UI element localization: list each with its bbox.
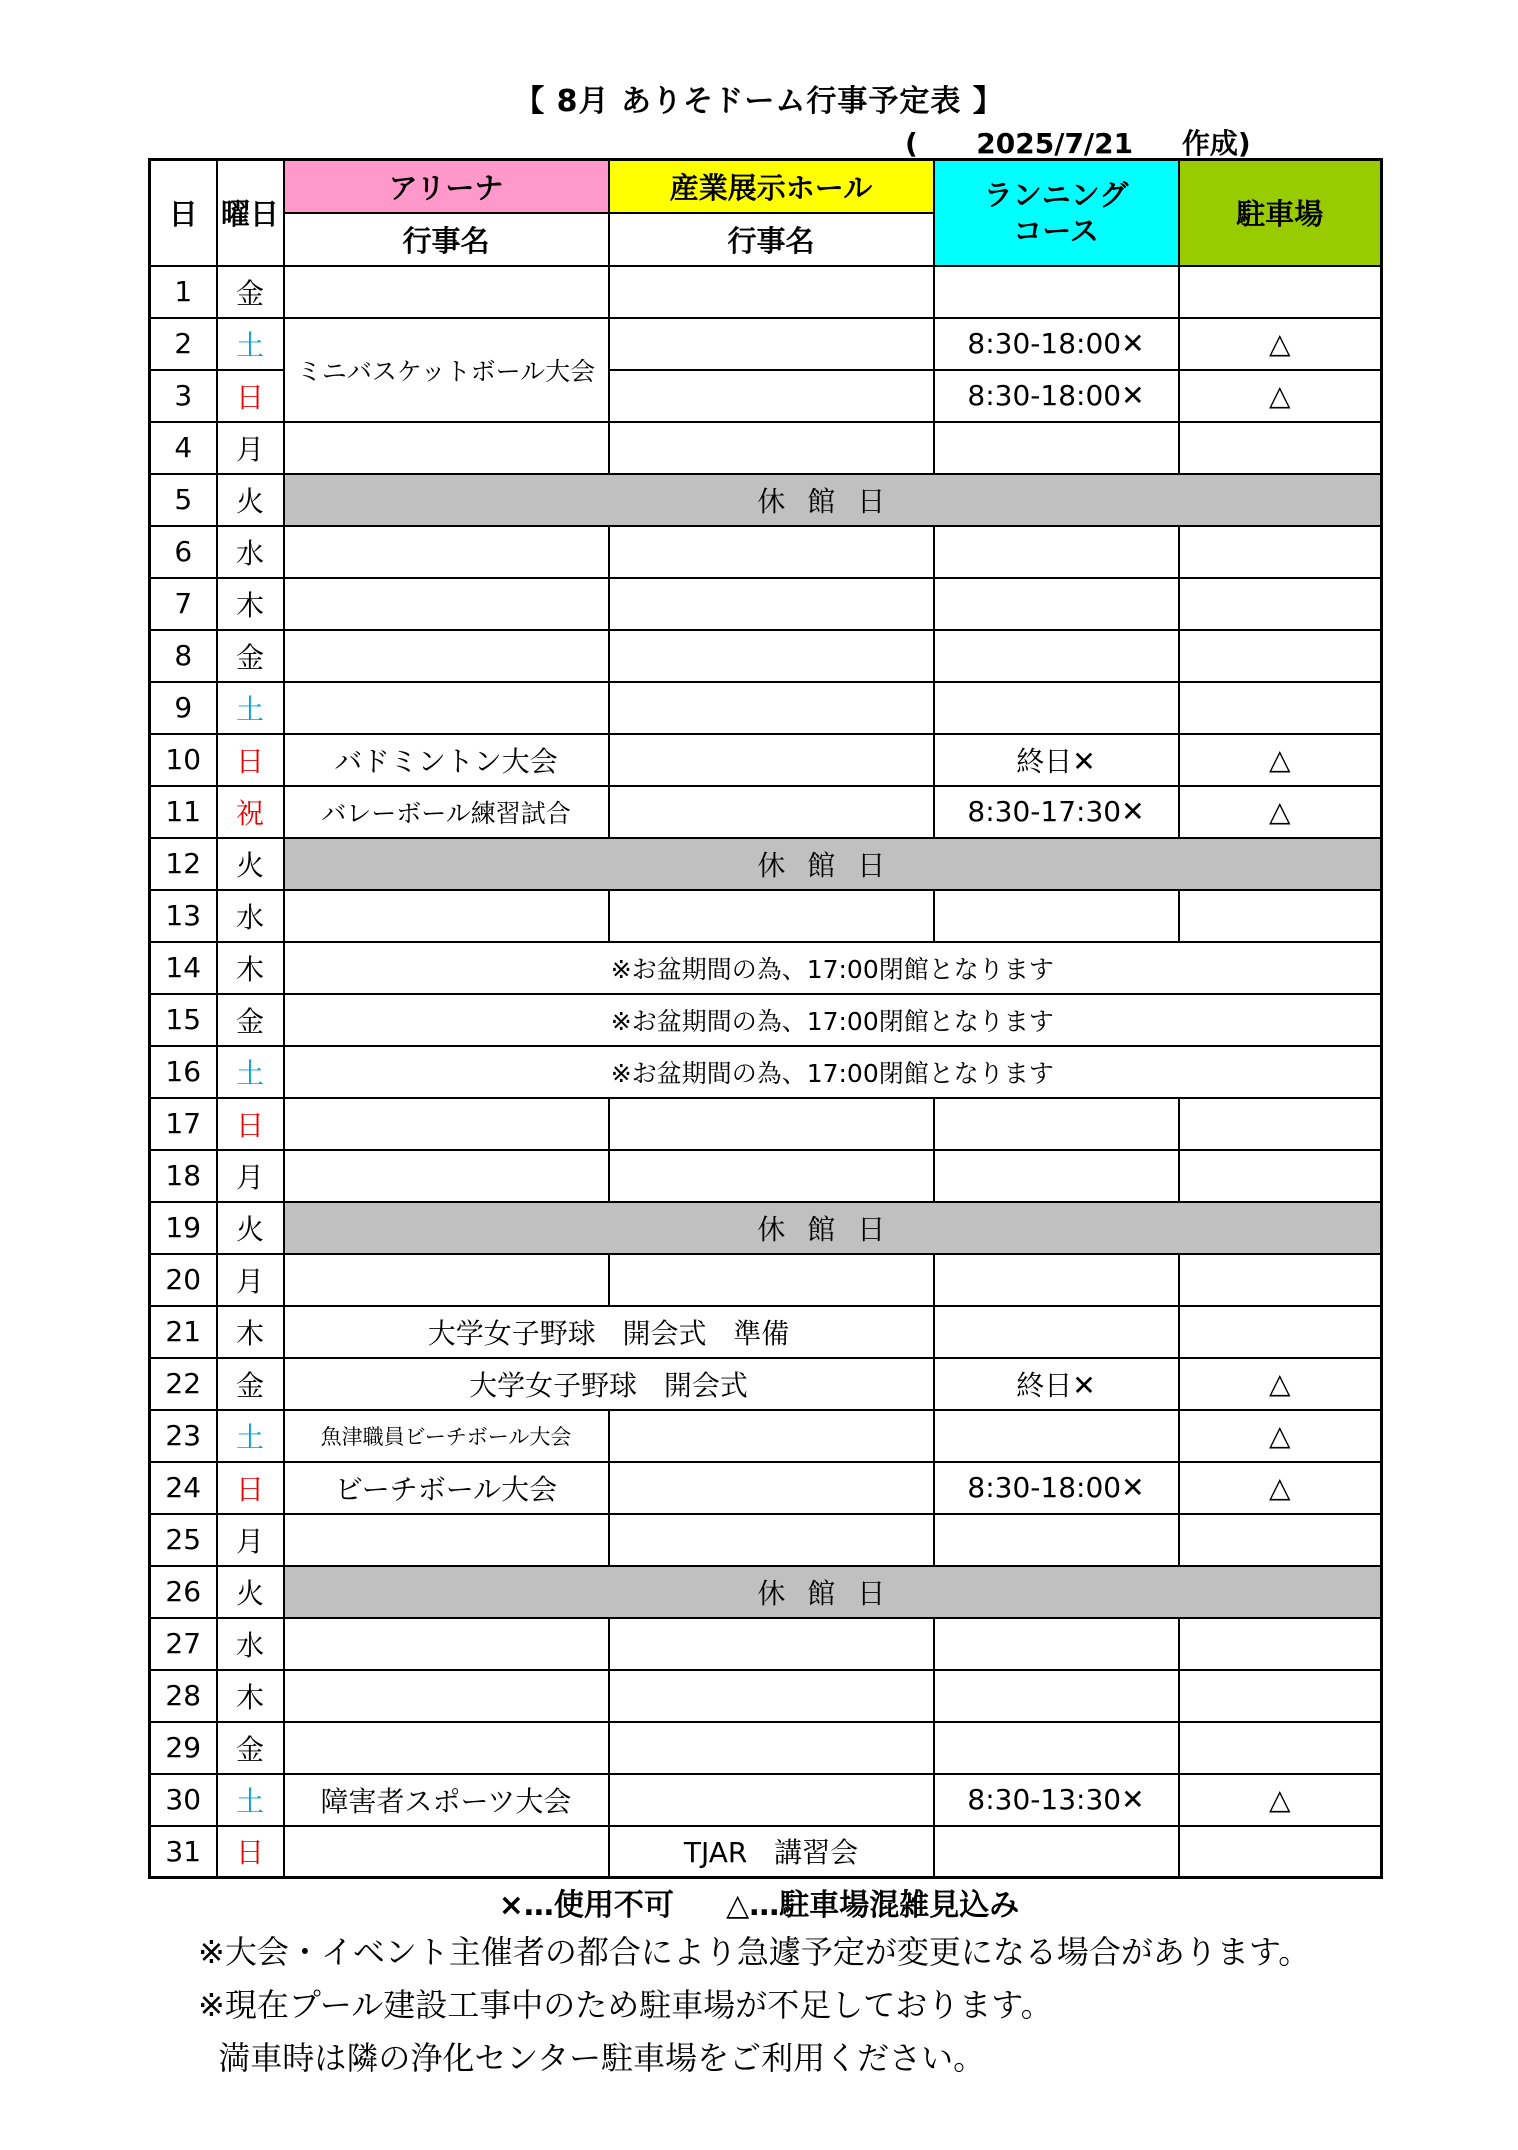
- running-cell: [934, 266, 1179, 318]
- running-cell: [934, 1254, 1179, 1306]
- parking-status: △: [1179, 786, 1382, 838]
- weekday: 木: [217, 942, 284, 994]
- day-number: 1: [150, 266, 217, 318]
- parking-cell: [1179, 1722, 1382, 1774]
- arena-cell: [284, 630, 609, 682]
- day-number: 13: [150, 890, 217, 942]
- hall-cell: [609, 1618, 934, 1670]
- weekday: 祝: [217, 786, 284, 838]
- running-cell: [934, 1306, 1179, 1358]
- day-number: 3: [150, 370, 217, 422]
- hall-cell: [609, 734, 934, 786]
- day-number: 28: [150, 1670, 217, 1722]
- header-weekday: 曜日: [217, 160, 284, 266]
- parking-cell: [1179, 682, 1382, 734]
- closed-day: 休館日: [284, 838, 1382, 890]
- hall-cell: [609, 1722, 934, 1774]
- day-row-27: [150, 1618, 1382, 1670]
- weekday: 水: [217, 1618, 284, 1670]
- arena-cell: [284, 526, 609, 578]
- schedule-table: [148, 158, 1383, 1879]
- running-status: 8:30-18:00✕: [934, 370, 1179, 422]
- parking-cell: [1179, 1306, 1382, 1358]
- hall-cell: [609, 370, 934, 422]
- parking-status: △: [1179, 1774, 1382, 1826]
- day-row-4: [150, 422, 1382, 474]
- day-number: 14: [150, 942, 217, 994]
- weekday: 土: [217, 682, 284, 734]
- parking-status: △: [1179, 1358, 1382, 1410]
- day-number: 6: [150, 526, 217, 578]
- day-row-9: [150, 682, 1382, 734]
- weekday: 火: [217, 1566, 284, 1618]
- weekday: 木: [217, 578, 284, 630]
- parking-cell: [1179, 1150, 1382, 1202]
- day-number: 20: [150, 1254, 217, 1306]
- hall-cell: [609, 1098, 934, 1150]
- day-number: 8: [150, 630, 217, 682]
- header-running: [934, 160, 1179, 266]
- day-number: 27: [150, 1618, 217, 1670]
- day-row-10: [150, 734, 1382, 786]
- hall-cell: [609, 1150, 934, 1202]
- legend: ×…使用不可 △…駐車場混雑見込み: [498, 1888, 1020, 1923]
- day-row-31: [150, 1826, 1382, 1878]
- day-row-19: [150, 1202, 1382, 1254]
- hall-event: TJAR 講習会: [609, 1826, 934, 1878]
- running-cell: [934, 422, 1179, 474]
- header-parking: 駐車場: [1179, 160, 1382, 266]
- running-cell: [934, 682, 1179, 734]
- day-number: 7: [150, 578, 217, 630]
- parking-status: △: [1179, 318, 1382, 370]
- day-number: 4: [150, 422, 217, 474]
- arena-event: バレーボール練習試合: [284, 786, 609, 838]
- arena-event: ミニバスケットボール大会: [284, 318, 609, 422]
- hall-cell: [609, 1774, 934, 1826]
- weekday: 日: [217, 370, 284, 422]
- weekday: 金: [217, 630, 284, 682]
- day-number: 16: [150, 1046, 217, 1098]
- weekday: 金: [217, 994, 284, 1046]
- day-number: 15: [150, 994, 217, 1046]
- note-1: ※大会・イベント主催者の都合により急遽予定が変更になる場合があります。: [198, 1933, 1311, 1971]
- arena-hall-event: 大学女子野球 開会式 準備: [284, 1306, 934, 1358]
- arena-event: 障害者スポーツ大会: [284, 1774, 609, 1826]
- page-title: 【 8月 ありそドーム行事予定表 】: [514, 84, 1004, 119]
- weekday: 土: [217, 318, 284, 370]
- day-row-2: [150, 318, 1382, 370]
- arena-cell: [284, 1150, 609, 1202]
- header-running-line1: ランニング: [983, 177, 1129, 212]
- parking-cell: [1179, 1618, 1382, 1670]
- running-cell: [934, 1150, 1179, 1202]
- arena-cell: [284, 1722, 609, 1774]
- running-status: 8:30-17:30✕: [934, 786, 1179, 838]
- day-number: 18: [150, 1150, 217, 1202]
- weekday: 月: [217, 1514, 284, 1566]
- hall-cell: [609, 526, 934, 578]
- day-number: 23: [150, 1410, 217, 1462]
- day-row-11: [150, 786, 1382, 838]
- running-cell: [934, 630, 1179, 682]
- header-hall-event: 行事名: [609, 213, 934, 266]
- weekday: 日: [217, 1098, 284, 1150]
- weekday: 火: [217, 838, 284, 890]
- day-number: 19: [150, 1202, 217, 1254]
- day-row-1: [150, 266, 1382, 318]
- header-hall: 産業展示ホール: [609, 160, 934, 213]
- arena-cell: [284, 578, 609, 630]
- hall-cell: [609, 578, 934, 630]
- running-status: 8:30-18:00✕: [934, 318, 1179, 370]
- day-row-30: [150, 1774, 1382, 1826]
- weekday: 木: [217, 1670, 284, 1722]
- day-number: 2: [150, 318, 217, 370]
- parking-cell: [1179, 526, 1382, 578]
- obon-notice: ※お盆期間の為、17:00閉館となります: [284, 1046, 1382, 1098]
- running-status: 8:30-18:00✕: [934, 1462, 1179, 1514]
- weekday: 木: [217, 1306, 284, 1358]
- day-row-26: [150, 1566, 1382, 1618]
- day-number: 11: [150, 786, 217, 838]
- day-number: 17: [150, 1098, 217, 1150]
- parking-cell: [1179, 578, 1382, 630]
- running-cell: [934, 1670, 1179, 1722]
- header-arena: アリーナ: [284, 160, 609, 213]
- parking-cell: [1179, 1514, 1382, 1566]
- day-number: 12: [150, 838, 217, 890]
- arena-event: ビーチボール大会: [284, 1462, 609, 1514]
- day-number: 9: [150, 682, 217, 734]
- parking-status: △: [1179, 1462, 1382, 1514]
- arena-event: バドミントン大会: [284, 734, 609, 786]
- arena-cell: [284, 1826, 609, 1878]
- hall-cell: [609, 890, 934, 942]
- arena-cell: [284, 1514, 609, 1566]
- weekday: 土: [217, 1046, 284, 1098]
- closed-day: 休館日: [284, 1566, 1382, 1618]
- weekday: 金: [217, 266, 284, 318]
- parking-cell: [1179, 1826, 1382, 1878]
- weekday: 月: [217, 1254, 284, 1306]
- running-cell: [934, 890, 1179, 942]
- day-number: 31: [150, 1826, 217, 1878]
- running-cell: [934, 526, 1179, 578]
- weekday: 火: [217, 1202, 284, 1254]
- arena-cell: [284, 1618, 609, 1670]
- arena-cell: [284, 1254, 609, 1306]
- arena-cell: [284, 1670, 609, 1722]
- arena-cell: [284, 1098, 609, 1150]
- hall-cell: [609, 1514, 934, 1566]
- hall-cell: [609, 786, 934, 838]
- header-day: 日: [150, 160, 217, 266]
- day-row-13: [150, 890, 1382, 942]
- day-number: 25: [150, 1514, 217, 1566]
- note-2: ※現在プール建設工事中のため駐車場が不足しております。: [198, 1986, 1053, 2024]
- arena-cell: [284, 890, 609, 942]
- parking-cell: [1179, 266, 1382, 318]
- day-row-14: [150, 942, 1382, 994]
- hall-cell: [609, 266, 934, 318]
- day-row-24: [150, 1462, 1382, 1514]
- closed-day: 休館日: [284, 1202, 1382, 1254]
- parking-status: △: [1179, 370, 1382, 422]
- hall-cell: [609, 1254, 934, 1306]
- closed-day: 休館日: [284, 474, 1382, 526]
- arena-cell: [284, 422, 609, 474]
- day-number: 21: [150, 1306, 217, 1358]
- day-row-22: [150, 1358, 1382, 1410]
- note-3: 満車時は隣の浄化センター駐車場をご利用ください。: [198, 2039, 986, 2077]
- running-cell: [934, 1826, 1179, 1878]
- obon-notice: ※お盆期間の為、17:00閉館となります: [284, 942, 1382, 994]
- day-number: 26: [150, 1566, 217, 1618]
- header-arena-event: 行事名: [284, 213, 609, 266]
- created-date: ( 2025/7/21 作成): [905, 127, 1251, 160]
- day-row-28: [150, 1670, 1382, 1722]
- header-running-line2: コース: [1013, 213, 1099, 248]
- day-row-5: [150, 474, 1382, 526]
- arena-cell: [284, 682, 609, 734]
- day-row-6: [150, 526, 1382, 578]
- hall-cell: [609, 1410, 934, 1462]
- parking-cell: [1179, 1098, 1382, 1150]
- running-status: 終日✕: [934, 734, 1179, 786]
- day-row-18: [150, 1150, 1382, 1202]
- day-number: 30: [150, 1774, 217, 1826]
- weekday: 火: [217, 474, 284, 526]
- parking-cell: [1179, 422, 1382, 474]
- running-cell: [934, 1722, 1179, 1774]
- parking-status: △: [1179, 734, 1382, 786]
- day-number: 5: [150, 474, 217, 526]
- day-row-8: [150, 630, 1382, 682]
- running-status: 8:30-13:30✕: [934, 1774, 1179, 1826]
- weekday: 土: [217, 1410, 284, 1462]
- hall-cell: [609, 1462, 934, 1514]
- arena-cell: [284, 266, 609, 318]
- arena-hall-event: 大学女子野球 開会式: [284, 1358, 934, 1410]
- day-number: 24: [150, 1462, 217, 1514]
- arena-event: 魚津職員ビーチボール大会: [284, 1410, 609, 1462]
- hall-cell: [609, 1670, 934, 1722]
- running-cell: [934, 1514, 1179, 1566]
- running-cell: [934, 1098, 1179, 1150]
- parking-cell: [1179, 890, 1382, 942]
- obon-notice: ※お盆期間の為、17:00閉館となります: [284, 994, 1382, 1046]
- day-row-17: [150, 1098, 1382, 1150]
- day-number: 10: [150, 734, 217, 786]
- weekday: 日: [217, 734, 284, 786]
- day-row-29: [150, 1722, 1382, 1774]
- weekday: 日: [217, 1462, 284, 1514]
- hall-cell: [609, 318, 934, 370]
- running-cell: [934, 1410, 1179, 1462]
- running-cell: [934, 1618, 1179, 1670]
- weekday: 金: [217, 1358, 284, 1410]
- day-row-23: [150, 1410, 1382, 1462]
- weekday: 水: [217, 526, 284, 578]
- day-row-15: [150, 994, 1382, 1046]
- hall-cell: [609, 422, 934, 474]
- parking-cell: [1179, 630, 1382, 682]
- parking-cell: [1179, 1254, 1382, 1306]
- parking-cell: [1179, 1670, 1382, 1722]
- day-row-20: [150, 1254, 1382, 1306]
- running-cell: [934, 578, 1179, 630]
- running-status: 終日✕: [934, 1358, 1179, 1410]
- weekday: 月: [217, 1150, 284, 1202]
- day-row-16: [150, 1046, 1382, 1098]
- weekday: 月: [217, 422, 284, 474]
- day-row-7: [150, 578, 1382, 630]
- day-row-12: [150, 838, 1382, 890]
- weekday: 水: [217, 890, 284, 942]
- day-number: 22: [150, 1358, 217, 1410]
- weekday: 金: [217, 1722, 284, 1774]
- parking-status: △: [1179, 1410, 1382, 1462]
- hall-cell: [609, 630, 934, 682]
- hall-cell: [609, 682, 934, 734]
- day-row-21: [150, 1306, 1382, 1358]
- weekday: 日: [217, 1826, 284, 1878]
- day-number: 29: [150, 1722, 217, 1774]
- day-row-25: [150, 1514, 1382, 1566]
- weekday: 土: [217, 1774, 284, 1826]
